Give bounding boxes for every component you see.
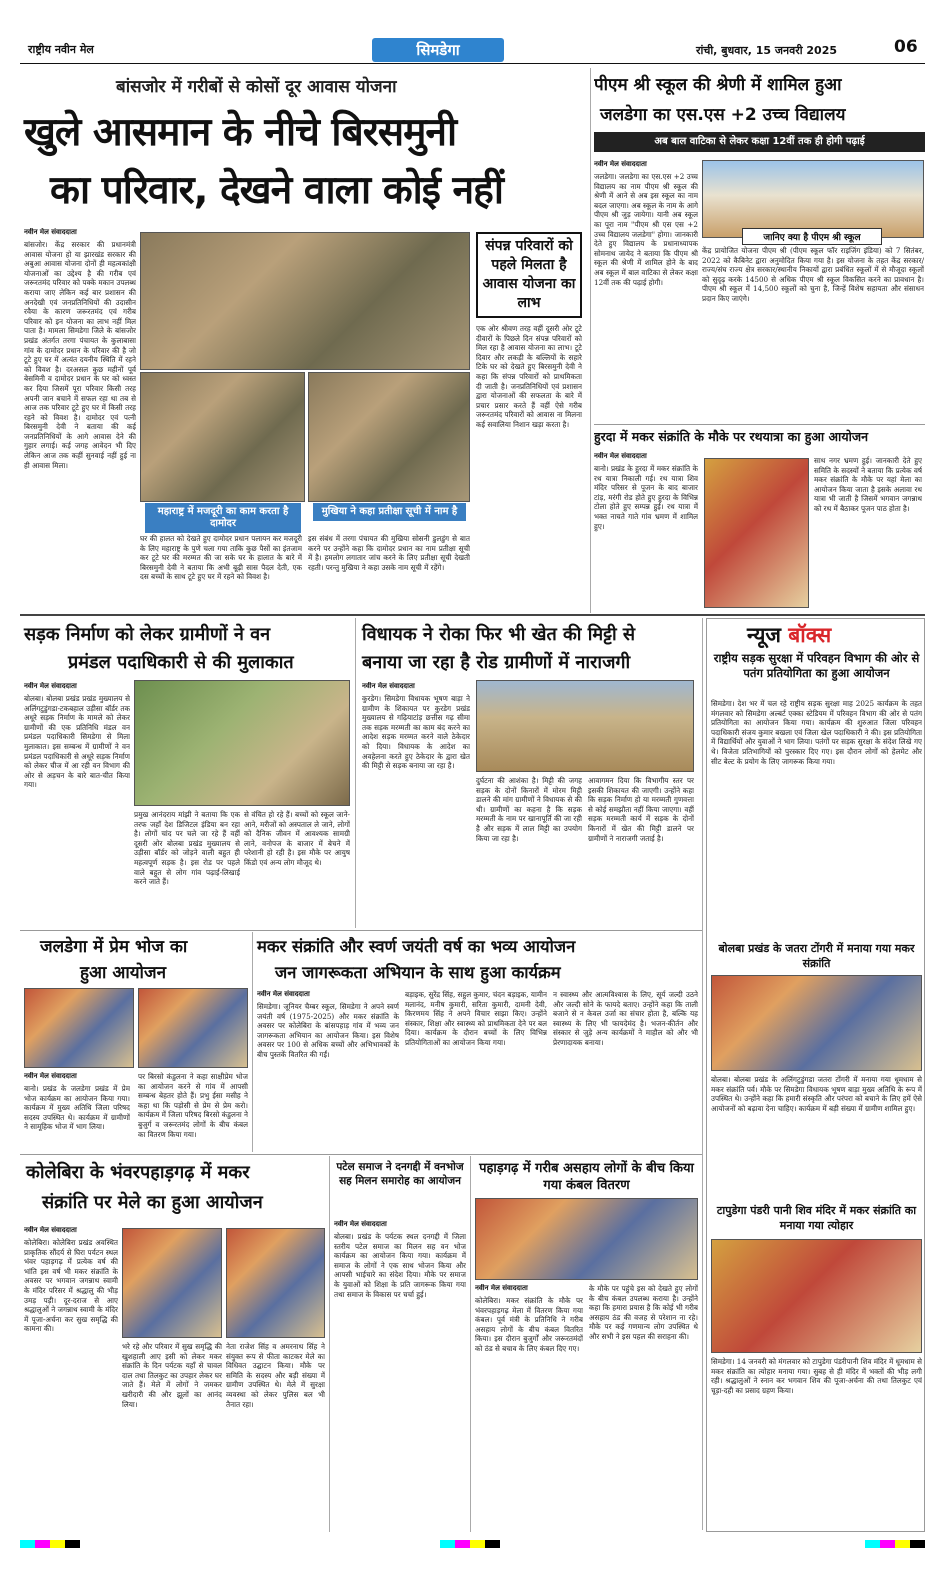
story5-headline-2: बनाया जा रहा है रोड ग्रामीणों में नाराजगी [362,652,631,673]
story6-headline-1: जलडेगा में प्रेम भोज का [40,937,188,957]
pm-shri-info: केंद्र प्रायोजित योजना पीएम श्री (पीएम स्कूल फॉर राइजिंग इंडिया) को 7 सितंबर, 2022 को कैबिनेट द्वारा अनुमोदित किया गया है। इस योजना के तहत केंद्र सरकार/राज्य/संघ राज्य क्षेत्र सरकार/स्थानीय निकायों द्वारा प्रबंधित स्कूलों में से मौजूदा स्कूलों को सुदृढ़ करके 14500 से अधिक पीएम श्री स्कूल विकसित करने का प्रावधान है। पीएम श्री स्कूल में 14,500 स्कूलों को चुना है, जिन्हें विशेष सहायता और संसाधन प्रदान किए जाएंगे। [702,246,924,303]
villagers-photo [134,680,350,806]
story5-col3: आवागमन दिया कि विभागीय स्तर पर इसकी शिकायत की जाएगी। उन्होंने कहा कि सड़क निर्माण हो या मरम्मती गुणवत्ता से कोई समझौता नहीं किया जाएगा। वहीं सड़क मरम्मती कार्य में सड़क के दोनों किनारों में खेत की मिट्टी डालने पर ग्रामीणों ने नाराजगी जताई है। [588,776,694,843]
masthead [20,34,925,64]
rathyatra-photo [704,458,809,608]
rule [20,614,925,616]
road-soil-photo [476,680,694,772]
story1-column [24,228,136,608]
byline: नवीन मेल संवाददाता [257,990,310,998]
story1-kicker: बांसजोर में गरीबों से कोसों दूर आवास योजना [116,77,397,97]
story-kambal [473,1156,700,1532]
byline: नवीन मेल संवाददाता [475,1284,528,1292]
story4-column [24,682,130,926]
story-makar-swarna [255,932,700,1152]
story-kolebira-mela [20,1156,327,1532]
story10-col2: के मौके पर पहुंचे इस को देखते हुए लोगों के बीच कंबल उपलब्ध कराया है। उन्होंने कहा कि हमारा प्रयास है कि कोई भी गरीब असहाय ठंड की वजह से परेशान ना रहे। मौके पर कई गणमान्य लोग उपस्थित थे और सभी ने इस पहल की सराहना की। [589,1284,698,1341]
story4-headline-2: प्रमंडल पदाधिकारी से की मुलाकात [68,652,294,673]
house-photo-right [308,372,470,502]
story5-column [362,682,470,926]
sidebar-body: एक ओर श्रीवण तरह वहीं दूसरी ओर टूटे दीवारों के पिछले दिन संपन्न परिवारों को मिल रहा है आवास योजना का लाभ। टूटे दिवार और लकड़ी के बल्लियों के सहारे टिके घर को देखते हुए बिरसमुनी देवी ने कहा कि संपन्न परिवारों को प्राथमिकता दी जाती है। जनप्रतिनिधियों एवं प्रशासन द्वारा योजनाओं की सफलता के बारे में प्रचार प्रसार करते हैं वहीं ऐसे गरीब जरूरतमंद परिवारों को आवास ना मिलना कई सवालिया निशान खड़ा करता है। [476,324,582,429]
photo-caption-right: मुखिया ने कहा प्रतीक्षा सूची में नाम है [312,502,467,522]
story7-col3: न स्वास्थ्य और आत्मविश्वास के लिए, सूर्य जल्दी उठने और जल्दी सोने के फायदे बताए। उन्होंने कहा कि ताली बजाने से न केवल उर्जा का संचार होता है, बल्कि यह स्वास्थ्य के लिए भी फायदेमंद है। भजन-कीर्तन और संस्कार से जुड़े अन्य कार्यक्रमों ने माहौल को और भी प्रेरणादायक बनाया। [553,990,698,1047]
story-road-forest [20,618,352,928]
story10-col1: कोलेबिरा। मकर संक्रांति के मौके पर भंवरपहाड़गढ़ मेला में वितरण किया गया कंबल। पूर्व मंत्री के प्रतिनिधि ने गरीब असहाय लोगों के बीच कंबल वितरित किया। इस दौरान बुजुर्गों और जरूरतमंदों को ठंड से बचाव के लिए कंबल दिए गए। [475,1296,583,1353]
story10-column [475,1284,583,1530]
story5-headline-1: विधायक ने रोका फिर भी खेत की मिट्टी से [362,624,636,645]
story-birsmuni [20,68,585,613]
story2-body: जलडेगा। जलडेगा का एस.एस +2 उच्च विद्यालय का नाम पीएम श्री स्कूल की श्रेणी में आने से अब इस स्कूल का नाम बदल जाएगा। अब स्कूल के नाम के आगे पीएम श्री जुड़ जायेगा। यानी अब स्कूल का पूरा नाम "पीएम श्री एस एस +2 उच्च विद्यालय जलडेगा" होगा। जानकारी देते हुए विद्यालय के प्रधानाध्यापक सोमनाथ जायेद ने बताया कि पीएम श्री स्कूल की श्रेणी में शामिल होने के बाद अब स्कूल में बाल वाटिका से लेकर कक्षा 12वीं तक की पढ़ाई होगी। [594,172,698,287]
byline: नवीन मेल संवाददाता [334,1220,387,1228]
story1-col-left: घर की हालत को देखते हुए दामोदर प्रधान पलायन कर मजदूरी के लिए महाराष्ट्र के पुणे चला गया ताकि कुछ पैसों का इंतजाम कर टूटे घर की मरम्मत की जा सके घर के हालात के बारे में बिरसमुनी देवी ने बताया कि अभी बूढ़ी सास पैदल देती, एक दस बच्चों के साथ टूटे हुए घर में रहने को विवश है। [140,534,302,582]
news-item2-headline: बोलबा प्रखंड के जतरा टोंगरी में मनाया गया मकर संक्रांति [718,942,915,970]
house-photo-left [140,372,305,502]
mela-photo-left [122,1228,222,1338]
print-registration-bar [20,1540,925,1550]
masthead-logo: राष्ट्रीय नवीन मेल [28,43,94,56]
rule [594,424,925,425]
story6-body: बानो। प्रखंड के जलडेगा प्रखंड में प्रेम भोज कार्यक्रम का आयोजन किया गया। कार्यक्रम में मुख्य अतिथि जिला परिषद सदस्य उपस्थित थे। कार्यक्रम में ग्रामीणों ने सामूहिक भोज में भाग लिया। [24,1084,130,1132]
story8-headline-2: संक्रांति पर मेले का हुआ आयोजन [42,1192,263,1213]
news-item2-body: बोलबा। बोलबा प्रखंड के अलिंगटुडुंगडा जतरा टोंगरी में मनाया गया धूमधाम से मकर संक्रांति पर्व। मौके पर सिमडेगा विधायक भूषण बाड़ा मुख्य अतिथि के रूप में उपस्थित थे। उन्होंने कहा कि हमारी संस्कृति और परंपरा को बचाने के लिए हमें ऐसे आयोजनों को बढ़ावा देना चाहिए। कार्यक्रम में बड़ी संख्या में ग्रामीण शामिल हुए। [711,1075,922,1113]
kambal-photo [475,1198,698,1280]
story6-headline-2: हुआ आयोजन [80,963,167,983]
story9-body: बोलबा। प्रखंड के पर्यटक स्थल दनगद्दी में जिला स्तरीय पटेल समाज का मिलन सह वन भोज कार्यक्रम का आयोजन किया गया। कार्यक्रम में समाज के लोगों ने एक साथ भोजन किया और आपसी भाईचारे का संदेश दिया। मौके पर समाज के युवाओं को शिक्षा के प्रति जागरूक किया गया तथा समाज के विकास पर चर्चा हुई। [334,1232,466,1299]
byline: नवीन मेल संवाददाता [24,1072,77,1080]
story3-column [594,452,698,612]
prem-bhoj-photo-left [24,988,134,1068]
story7-headline-1: मकर संक्रांति और स्वर्ण जयंती वर्ष का भव्य आयोजन [257,937,576,956]
news-item3-body: सिमडेगा। 14 जनवरी को मंगलवार को टापुडेगा पंडरीपानी शिव मंदिर में धूमधाम से मकर संक्रांति का त्योहार मनाया गया। सुबह से ही मंदिर में भक्तों की भीड़ लगी रही। श्रद्धालुओं ने स्नान कर भगवान शिव की पूजा-अर्चना की तथा तिलकुट एवं चूड़ा-दही का प्रसाद ग्रहण किया। [711,1357,922,1395]
story6-column [24,1072,130,1150]
story6-col2: पर बिरसो कंडुलना ने कहा साक्षीप्रेम भोज का आयोजन करने से गांव में आपसी सम्बन्ध बेहतर होते हैं। प्रभु ईसा मसीह ने कहा था कि पड़ोसी से प्रेम से प्रेम करो। कार्यक्रम में जिला परिषद बिरसो कंडुलना ने बुजुर्ग व जरूरतमंद लोगों के बीच कंबल का वितरण किया गया। [138,1072,248,1139]
story5-col2: दुर्घटना की आशंका है। मिट्टी की जगह सड़क के दोनों किनारों में मोरम मिट्टी डालने की मांग ग्रामीणों ने विधायक से की थी। ग्रामीणों का कहना है कि सड़क मरम्मती के नाम पर खानापूर्ति की जा रही है और सड़क में लाल मिट्टी का उपयोग किया जा रहा है। [476,776,582,843]
school-photo-caption: जानिए क्या है पीएम श्री स्कूल [742,228,882,245]
story4-headline-1: सड़क निर्माण को लेकर ग्रामीणों ने वन [24,624,271,645]
byline: नवीन मेल संवाददाता [594,160,647,168]
sidebar-title: संपन्न परिवारों को पहले मिलता है आवास योजना का लाभ [476,232,582,318]
story10-headline: पहाड़गढ़ में गरीब असहाय लोगों के बीच किया गया कंबल वितरण [479,1161,694,1193]
section-tab: सिमडेगा [372,38,504,62]
story4-col3: से वंचित हो रहे हैं। बच्चों को स्कूल जाने-आने, मरीजों को अस्पताल ले जाने, लोगों को दैनिक जीवन में आवश्यक सामग्री लाने, वनोपज के बाजार में बेचने में परेशानी हो रही है। इस मौके पर आयुष किंडो एवं अन्य लोग मौजूद थे। [244,810,350,867]
news-box-title [747,621,831,649]
story4-col2: प्रमुख आनंदराय मांझी ने बताया कि एक तरफ जहाँ देश डिजिटल इंडिया बन रहा है। लोगों चांद पर चले जा रहे हैं वहीं दूसरी ओर बोलबा प्रखंड मुख्यालय से उड़ीसा बॉर्डर को जोड़ने वाली बहुत ही महत्वपूर्ण सड़क है। इस रोड पर पहले वाले बहुत से लोग गांव पढ़ाई-लिखाई करने जाते हैं। [134,810,240,887]
shiv-mandir-photo [711,1239,922,1353]
story9-headline: पटेल समाज ने दनगद्दी में वनभोज सह मिलन समारोह का आयोजन [336,1161,464,1187]
story-patel-samaj [332,1156,468,1532]
story4-body: बोलबा। बोलबा प्रखंड प्रखंड मुख्यालय से अलिंगटुडुंगडा-टकबहाल उड़ीसा बॉर्डर तक अधूरे सड़क निर्माण के मामले को लेकर ग्रामीणों की एक प्रतिनिधि मंडल वन प्रमंडल पदाधिकारी सिमडेगा से मिला मुलाकात। इस सम्बन्ध में ग्रामीणों ने वन प्रमंडल पदाधिकारी से अधूरे सड़क निर्माण को लेकर चीज में आ रही वन विभाग की ओर से अड़चन के बारे बात-चीत किया गया। [24,694,130,790]
story-hurda [594,426,925,616]
story2-column [594,160,698,420]
column-rule [470,1156,471,1532]
story7-col1: सिमडेगा। जूनियर चैम्बर स्कूल, सिमडेगा ने अपने स्वर्ण जयंती वर्ष (1975-2025) और मकर संक्रांति के अवसर पर कोलेबिरा के बांसपहाड़ गांव में भव्य जन जागरूकता अभियान का आयोजन किया। इस विशेष अवसर पर 100 से अधिक बच्चों और अभिभावकों के बीच पुस्तकें वितरित की गईं। [257,1002,399,1059]
story-pm-shri [594,68,925,423]
story1-headline-2: का परिवार, देखने वाला कोई नहीं [50,168,503,213]
story3-headline: हुरदा में मकर संक्रांति के मौके पर रथयात्रा का हुआ आयोजन [594,429,869,444]
story7-headline-2: जन जागरूकता अभियान के साथ हुआ कार्यक्रम [275,963,561,982]
school-photo [702,160,924,238]
story1-headline-1: खुले आसमान के नीचे बिरसमुनी [24,110,457,155]
story8-col2: भरे रहे और परिवार में सुख समृद्धि की खुशहाली आए इसी को लेकर मकर संक्रांति के दिन पर्यटक यहाँ से चावल दाल तथा तिलकुट का उपहार लेकर घर जाते हैं। मेले में लोगों ने जमकर खरीदारी की और झूलों का आनंद लिया। [122,1342,222,1409]
story2-headline-2: जलडेगा का एस.एस +2 उच्च विद्यालय [600,105,846,125]
rule [20,930,702,931]
news-item1-body: सिमडेगा। देश भर में चल रहे राष्ट्रीय सड़क सुरक्षा माह 2025 कार्यक्रम के तहत मंगलवार को सिमडेगा अल्बर्ट एक्का स्टेडियम में परिवहन विभाग की ओर से पतंग प्रतियोगिता का आयोजन किया गया। कार्यक्रम की शुरुआत जिला परिवहन पदाधिकारी संजय कुमार बखला एवं जिला खेल पदाधिकारी ने की। इस प्रतियोगिता में विद्यार्थियों और युवाओं ने भाग लिया। पतंगों पर सड़क सुरक्षा के संदेश लिखे गए थे। विजेता प्रतिभागियों को पुरस्कार दिए गए। इस दौरान लोगों को हेलमेट और सीट बेल्ट के प्रयोग के लिए जागरूक किया गया। [711,699,922,766]
dateline: रांची, बुधवार, 15 जनवरी 2025 [696,44,838,57]
story8-column [24,1226,118,1530]
story8-col3: नेता राजेश सिंह व अमरनाथ सिंह ने संयुक्त रूप से फीता काटकर मेले का विधिवत उद्घाटन किया। मौके पर समिति के सदस्य और बड़ी संख्या में ग्रामीण उपस्थित थे। मेले में सुरक्षा व्यवस्था को लेकर पुलिस बल भी तैनात रहा। [226,1342,325,1409]
story3-body-left: बानो। प्रखंड के हुरदा में मकर संक्रांति के रथ यात्रा निकाली गई। रथ यात्रा शिव मंदिर परिसर से पूजन के बाद बाजार टांड़, मरंगी रोड होते हुए हुरदा के विभिन्न टोला होते हुए सम्पन्न हुई। रथ यात्रा में भक्त नाचते गाते गांव भ्रमण में शामिल हुए। [594,464,698,531]
jatra-tongri-photo [711,975,922,1071]
byline: नवीन मेल संवाददाता [24,682,77,690]
column-rule [252,932,253,1152]
news-box [706,618,925,1532]
house-photo-main [140,232,470,370]
column-rule [355,618,356,928]
story2-strap: अब बाल वाटिका से लेकर कक्षा 12वीं तक ही होगी पढ़ाई [594,132,925,152]
column-rule [702,618,703,1530]
byline: नवीन मेल संवाददाता [594,452,647,460]
mela-photo-right [226,1228,325,1338]
byline: नवीन मेल संवाददाता [362,682,415,690]
story1-col-right: इस संबंध में तरगा पंचायत की मुखिया सोसनी डुलडुंग से बात करने पर उन्होंने कहा कि दामोदर प्रधान का नाम प्रतीक्षा सूची में है। हमलोग लगातार जांच करने के लिए प्रतीक्षा सूची देखती रहती। परन्तु मुखिया ने कहा उसके नाम सूची में रहेंगे। [308,534,470,572]
sidebar-box [476,232,582,608]
story1-body: बांसजोर। केंद्र सरकार की प्रधानमंत्री आवास योजना हो या झारखंड सरकार की अबुआ आवास योजना दोनों ही महत्वकांक्षी योजनाओं का उद्देश्य है की गरीब एवं जरूरतमंद परिवार को पक्के मकान उपलब्ध कराया जाए लेकिन कई बार प्रशासन की अनदेखी एवं जनप्रतिनिधियों की उदासीन रवैया के कारण जरूरतमंद एवं गरीब परिवार को इन योजना का लाभ नहीं मिल पाता है। मामला सिमडेगा जिले के बांसजोर प्रखंड अंतर्गत तरगा पंचायत के कुलाबासा गांव के दामोदर प्रधान के परिवार की है जो टूटे हुए घर में अत्यंत दयनीय स्थिति में रहने को विवश है। दरअसल कुछ महीनों पूर्व बेसमिनी व दामोदर प्रधान के घर को ध्वस्त कर दिया जिसमें पूरा परिवार किसी तरह अपनी जान बचाने में सफल रहा था तब से आज तक परिवार टूटे हुए घर में किसी तरह रहने को विवश है। दामोदर एवं पत्नी बिरसमुनी देवी ने बताया की कई जनप्रतिनिधियों के आगे आवास देने की गुहार लगाई। कई जगह आवेदन भी दिए लेकिन आज तक कहीं सुनवाई नहीं हुई ना ही आवास मिला। [24,240,136,470]
story3-body-right: साथ नगर भ्रमण हुई। जानकारी देते हुए समिति के सदस्यों ने बताया कि प्रत्येक वर्ष मकर संक्रांति के मौके पर यहां मेला का आयोजन किया जाता है इसके अलावा रथ यात्रा भी जाती है जिसमें भगवान जगन्नाथ को रथ में बैठाकर पूजन पाठ होता है। [814,456,922,513]
story-prem-bhoj [20,932,250,1152]
story8-headline-1: कोलेबिरा के भंवरपहाड़गढ़ में मकर [26,1162,250,1183]
story5-body: कुरडेग। सिमडेगा विधायक भूषण बाड़ा ने ग्रामीण के शिकायत पर कुरडेग प्रखंड मुख्यालय से गढ़ियाटांड़ छत्तीस गढ़ सीमा तक सड़क मरम्मती का काम बंद करने का आदेश सड़क मरम्मत करने वाले ठेकेदार को दिया। विधायक के आदेश का अवहेलना करते हुए ठेकेदार के द्वारा खेत की मिट्टी से सड़क बनाया जा रहा है। [362,694,470,771]
masthead-rule [20,63,925,64]
rule [20,1154,702,1155]
byline: नवीन मेल संवाददाता [24,1226,77,1234]
story7-col2: बड़ाइक, सुरेंद्र सिंह, सहुल कुमार, चंदन बड़ाइक, यामीन मलानंद, मनीष कुमारी, सरिता कुमारी, दामनी देवी, किरणमय सिंह ने अपने विचार साझा किए। उन्होंने संस्कार, शिक्षा और स्वास्थ्य को प्राथमिकता देने पर बल दिया। कार्यक्रम के दौरान बच्चों के लिए विभिन्न प्रतियोगिताओं का आयोजन किया गया। [405,990,547,1047]
news-item1-headline: राष्ट्रीय सड़क सुरक्षा में परिवहन विभाग की ओर से पतंग प्रतियोगिता का हुआ आयोजन [713,651,920,680]
prem-bhoj-photo-right [138,988,248,1068]
column-rule [329,1156,330,1532]
news-item3-headline: टापुडेगा पंडरी पानी शिव मंदिर में मकर संक्रांति का मनाया गया त्योहार [716,1204,917,1232]
news-box-title-accent: बॉक्स [788,623,832,647]
story8-col1: कोलेबिरा। कोलेबिरा प्रखंड अवस्थित प्राकृतिक सौंदर्य से घिरा पर्यटन स्थल भंवर पहाड़गढ़ में प्रत्येक वर्ष की भांति इस वर्ष भी मकर संक्रांति के अवसर पर भगवान जगन्नाथ स्वामी के मंदिर परिसर में श्रद्धालु की भीड़ उमड़ पड़ी। दूर-दराज से आए श्रद्धालुओं ने जगन्नाथ स्वामी के मंदिर में पूजा-अर्चना कर सुख समृद्धि की कामना की। [24,1238,118,1334]
story7-column [257,990,399,1150]
news-box-title-plain: न्यूज [747,623,789,647]
page-number: 06 [894,37,918,57]
story9-column [334,1220,466,1530]
byline: नवीन मेल संवाददाता [24,228,77,236]
story-road-mitti [358,618,698,928]
story2-headline-1: पीएम श्री स्कूल की श्रेणी में शामिल हुआ [594,75,842,95]
photo-caption-left: महाराष्ट्र में मजदूरी का काम करता है दामोदर [144,502,302,534]
column-rule [590,68,591,613]
